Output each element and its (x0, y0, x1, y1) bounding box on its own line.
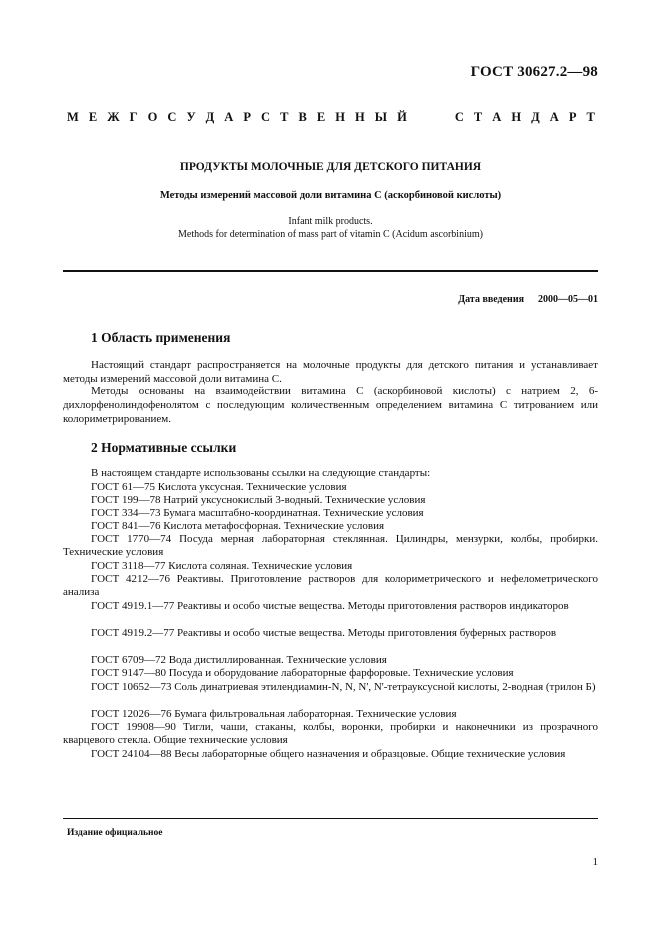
kind-letter: А (549, 110, 559, 124)
document-title: ПРОДУКТЫ МОЛОЧНЫЕ ДЛЯ ДЕТСКОГО ПИТАНИЯ (179, 161, 482, 173)
kind-letter: Р (243, 110, 251, 124)
kind-letter: В (298, 110, 307, 124)
section-1-paragraph-2: Методы основаны на взаимодействии витамина С (аскорбиновой кислоты) с натрием 2, 6-дихлорфенолиндофенолятом с последующим количественным определением витамина С титрованием или колориметрированием. (63, 385, 598, 425)
kind-letter: Ж (107, 110, 120, 124)
kind-letter: Е (316, 110, 326, 124)
kind-letter: Т (473, 110, 483, 124)
kind-letter: Н (335, 110, 345, 124)
reference-item: ГОСТ 9147—80 Посуда и оборудование лабораторные фарфоровые. Технические условия (91, 667, 514, 679)
reference-item: ГОСТ 24104—88 Весы лабораторные общего назначения и образцовые. Общие технические условия (91, 748, 566, 760)
english-title-line2: Methods for determination of mass part of vitamin C (Acidum ascorbinium) (178, 229, 483, 240)
kind-letter: Н (511, 110, 522, 124)
kind-letter: Д (531, 110, 540, 124)
kind-letter: С (454, 110, 464, 124)
reference-item: ГОСТ 4919.2—77 Реактивы и особо чистые вещества. Методы приготовления буферных растворов (91, 627, 557, 639)
document-subtitle: Методы измерений массовой доли витамина С (аскорбиновой кислоты) (159, 190, 502, 201)
section-1-heading: 1 Область применения (91, 330, 231, 345)
reference-item: ГОСТ 10652—73 Соль динатриевая этилендиамин-N, N, N', N'-тетрауксусной кислоты, 2-водная (трилон Б) (91, 681, 596, 693)
kind-letter: Ы (374, 110, 388, 124)
section-1-paragraph-1: Настоящий стандарт распространяется на молочные продукты для детского питания и устанавливает методы измерений массовой доли витамина С. (63, 359, 598, 385)
word-gap (417, 110, 445, 125)
kind-letter: Т (586, 110, 595, 124)
reference-item: ГОСТ 199—78 Натрий уксуснокислый 3-водный. Технические условия (91, 494, 426, 506)
reference-item: ГОСТ 6709—72 Вода дистиллированная. Технические условия (91, 654, 387, 666)
section-2-intro: В настоящем стандарте использованы ссылки на следующие стандарты: (91, 467, 431, 479)
kind-letter: Г (129, 110, 138, 124)
introduction-date (458, 294, 598, 305)
reference-item: ГОСТ 3118—77 Кислота соляная. Технические условия (91, 560, 353, 572)
kind-letter: А (224, 110, 234, 124)
reference-item: ГОСТ 61—75 Кислота уксусная. Технические условия (91, 481, 347, 493)
introduction-date-value: 2000—05—01 (538, 294, 598, 305)
reference-item: ГОСТ 4919.1—77 Реактивы и особо чистые вещества. Методы приготовления растворов индикаторов (91, 600, 569, 612)
reference-item: ГОСТ 334—73 Бумага масштабно-координатная. Технические условия (91, 507, 424, 519)
kind-letter: О (147, 110, 158, 124)
kind-letter: Й (397, 110, 407, 124)
title-divider (63, 270, 598, 272)
kind-letter: М (67, 110, 79, 124)
document-code: ГОСТ 30627.2—98 (470, 64, 598, 80)
standard-kind-banner (67, 110, 595, 125)
page-number: 1 (592, 856, 598, 868)
kind-letter: А (492, 110, 502, 124)
kind-letter: С (261, 110, 271, 124)
reference-item: ГОСТ 19908—90 Тигли, чаши, стаканы, колбы, воронки, пробирки и наконечники из прозрачного кварцевого стекла. Общие технические условия (63, 721, 598, 747)
introduction-date-label: Дата введения (458, 294, 524, 305)
kind-letter: С (167, 110, 177, 124)
reference-item: ГОСТ 4212—76 Реактивы. Приготовление растворов для колориметрического и нефелометрического анализа (63, 573, 598, 599)
reference-item: ГОСТ 1770—74 Посуда мерная лабораторная стеклянная. Цилиндры, мензурки, колбы, пробирки. Технические условия (63, 533, 598, 559)
reference-item: ГОСТ 841—76 Кислота метафосфорная. Технические условия (91, 520, 385, 532)
reference-item: ГОСТ 12026—76 Бумага фильтровальная лабораторная. Технические условия (91, 708, 457, 720)
footer-divider (63, 818, 598, 819)
edition-note: Издание официальное (67, 828, 163, 838)
kind-letter: У (186, 110, 196, 124)
kind-letter: Н (354, 110, 365, 124)
english-title-line1: Infant milk products. (288, 216, 373, 227)
section-2-heading: 2 Нормативные ссылки (91, 440, 237, 455)
kind-letter: Д (205, 110, 215, 124)
kind-letter: Р (568, 110, 577, 124)
kind-letter: Т (280, 110, 289, 124)
kind-letter: Е (88, 110, 98, 124)
